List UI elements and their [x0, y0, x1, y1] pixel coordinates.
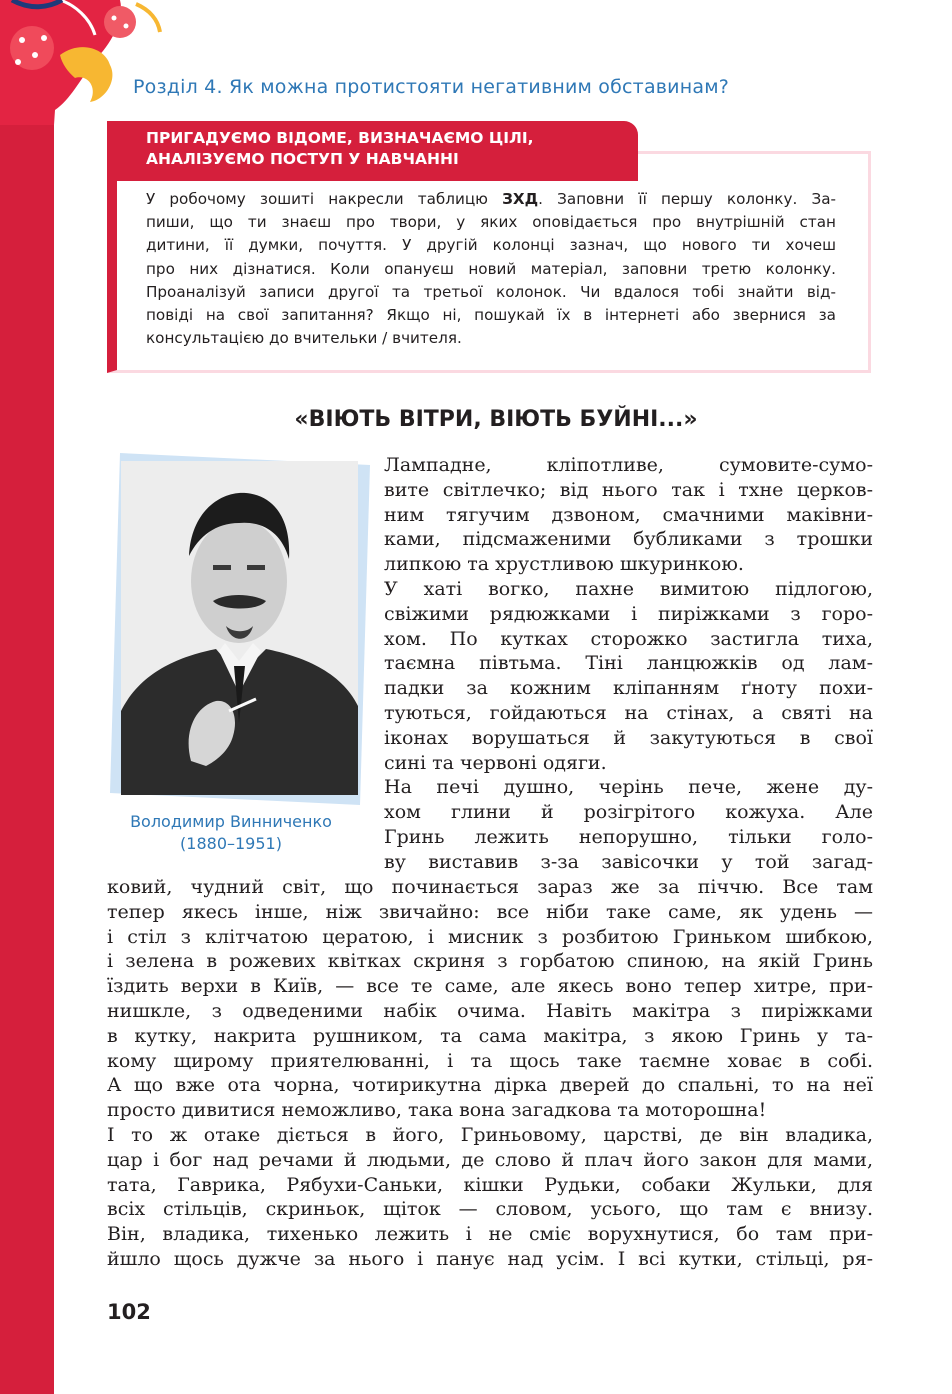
text-line: У хаті вогко, пахне вимитою підлогою,: [384, 577, 873, 600]
text-line: ковий, чудний світ, що починається зараз же за піччю. Все там: [107, 876, 873, 898]
text-line: падки за кожним кліпанням ґноту похи-: [384, 677, 873, 700]
text-line: їздить верхи в Київ, — все те саме, але якесь воно тепер хитре, при-: [107, 975, 873, 998]
text-line: ками, підсмаженими бубликами з трошки: [384, 528, 873, 551]
story-text-full: [107, 875, 873, 1272]
text-line: просто дивитися неможливо, така вона загадкова та моторошна!: [107, 1099, 767, 1122]
text-line: тепер якесь інше, ніж звичайно: все ніби таке саме, як удень —: [107, 900, 873, 923]
text-line: свіжими рядюжками і пиріжками з горо-: [384, 602, 873, 625]
text-line: А що вже ота чорна, чотирикутна дірка дверей до спальні, то на неї: [107, 1074, 873, 1097]
side-stripe: [0, 0, 54, 1394]
table-name-bold: ЗХД: [502, 190, 539, 208]
text-line: тата, Гаврика, Рябухи-Саньки, кішки Рудьки, собаки Жульки, для: [107, 1173, 873, 1196]
story-title: «ВІЮТЬ ВІТРИ, ВІЮТЬ БУЙНІ...»: [294, 407, 698, 432]
text-line: в кутку, накрита рушником, та сама макітра, з якою Гринь у та-: [107, 1024, 873, 1047]
story-text-column: [384, 453, 873, 875]
text-line: і стіл з клітчатою цератою, і мисник з розбитою Гриньком шибкою,: [107, 925, 873, 948]
page-number: 102: [107, 1300, 151, 1324]
text-line: Він, владика, тихенько лежить і не сміє ворухнутися, бо там при-: [107, 1223, 873, 1246]
text-line: І то ж отаке діється в його, Гриньовому, царстві, де він владика,: [107, 1123, 873, 1146]
task-line: У робочому зошиті накресли таблицю ЗХД. Заповни її першу колонку. За-: [146, 190, 836, 208]
task-title-line-1: ПРИГАДУЄМО ВІДОМЕ, ВИЗНАЧАЄМО ЦІЛІ,: [146, 129, 534, 147]
text-line: і зелена в рожевих квітках скриня з горбатою спиною, на якій Гринь: [107, 950, 873, 973]
text-line: кому щирому приятелюванні, і та щось таке таємне ховає в собі.: [107, 1049, 873, 1072]
portrait-caption: [110, 811, 352, 855]
text-line: липкою та хрустливою шкуринкою.: [384, 553, 744, 576]
decorative-illustration: [0, 0, 175, 125]
text-line: ним тягучим дзвоном, смачними маківни-: [384, 503, 873, 526]
text-line: всіх стільців, скриньок, щіток — словом, усього, що там є внизу.: [107, 1198, 873, 1221]
text-line: нишкле, з одведеними набік очима. Навіть макітра з пиріжками: [107, 999, 873, 1022]
portrait-frame: [110, 453, 370, 805]
task-title-line-2: АНАЛІЗУЄМО ПОСТУП У НАВЧАННІ: [146, 150, 459, 168]
text-line: Гринь лежить непорушно, тільки голо-: [384, 825, 873, 848]
task-header: [107, 121, 638, 181]
text-line: йшло щось дужче за нього і панує над усім. І всі кутки, стільці, ря-: [107, 1247, 873, 1270]
task-line: Проаналізуй записи другої та третьої колонок. Чи вдалося тобі знайти від-: [146, 282, 836, 301]
task-line: дитини, її думки, почуття. У другій колонці зазнач, що нового ти хочеш: [146, 236, 836, 255]
task-line: повіді на свої запитання? Якщо ні, пошукай їх в інтернеті або звернися за: [146, 306, 836, 325]
task-line: про них дізнатися. Коли опануєш новий матеріал, заповни третю колонку.: [146, 259, 836, 278]
text-line: сині та червоні одяги.: [384, 751, 607, 774]
caption-years: (1880–1951): [180, 834, 282, 853]
text-line: Лампадне, кліпотливе, сумовите-сумо-: [384, 454, 873, 476]
text-line: іконах ворушаться й закутуються в свої: [384, 726, 873, 749]
text-line: таємна півтьма. Тіні ланцюжків од лам-: [384, 652, 873, 675]
task-line: консультацією до вчительки / вчителя.: [146, 329, 462, 348]
author-portrait: [121, 461, 358, 795]
chapter-title: Розділ 4. Як можна протистояти негативним обставинам?: [133, 76, 730, 98]
text-line: туються, гойдаються на стінах, а святі на: [384, 701, 873, 724]
task-line: пиши, що ти знаєш про твори, у яких оповідається про внутрішній стан: [146, 213, 836, 232]
text-line: вите світлечко; від нього так і тхне церков-: [384, 478, 873, 501]
text-line: цар і бог над речами й людьми, де слово й плач його закон для мами,: [107, 1148, 873, 1171]
task-text: [146, 188, 836, 350]
text-line: ву виставив з-за завісочки у той загад-: [384, 850, 873, 873]
text-line: хом. По кутках сторожко застигла тиха,: [384, 627, 873, 650]
caption-name: Володимир Винниченко: [130, 812, 332, 831]
text-line: хом глини й розігрітого кожуха. Але: [384, 801, 873, 824]
text-line: На печі душно, черінь пече, жене ду-: [384, 776, 873, 799]
